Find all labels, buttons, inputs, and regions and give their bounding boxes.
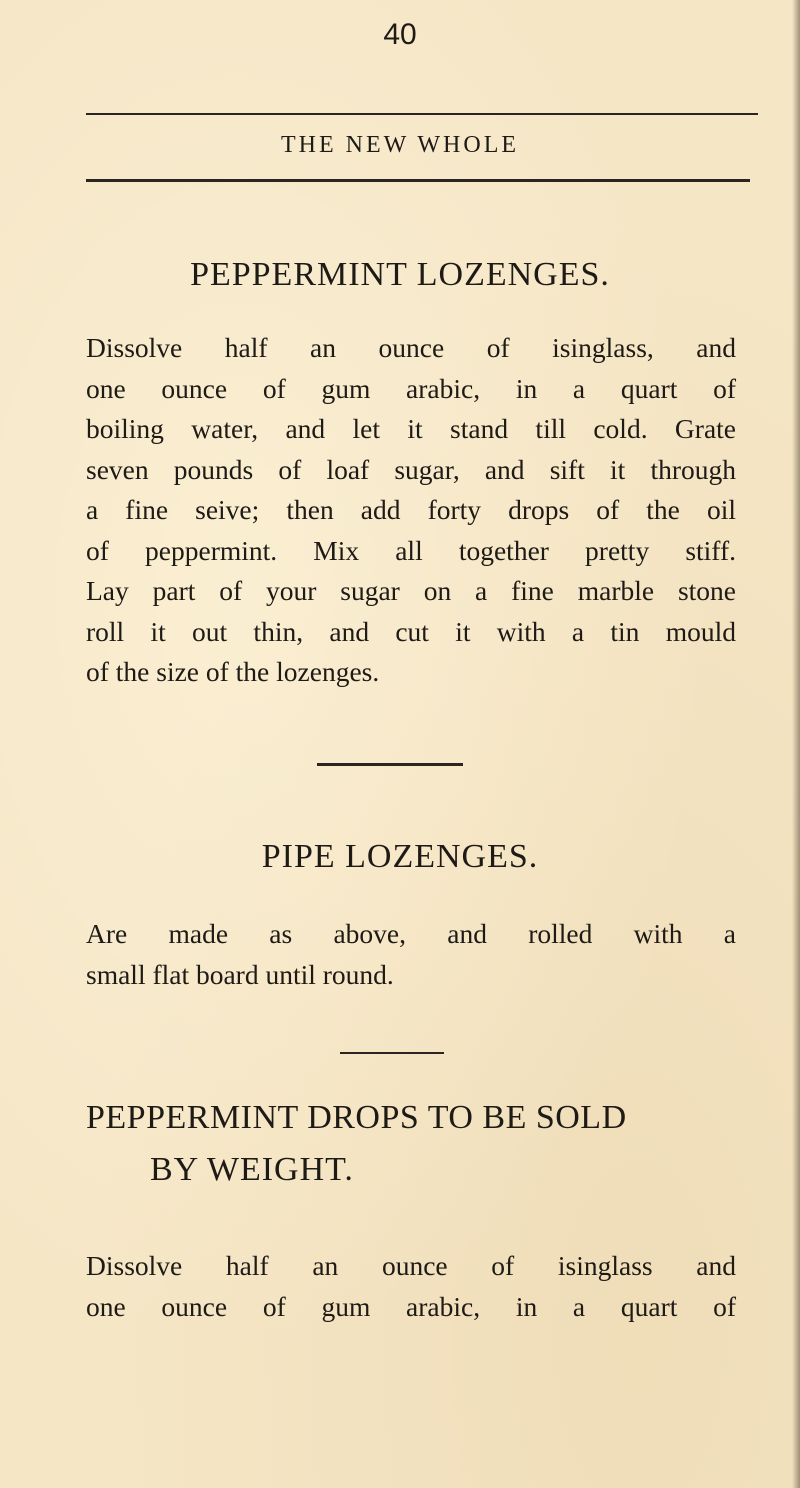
section-body-peppermint-lozenges: [86, 328, 736, 693]
text-line: Dissolve half an ounce of isinglass and: [86, 1250, 736, 1281]
text-line: Dissolve half an ounce of isinglass, and: [86, 332, 736, 363]
header-bottom-rule: [86, 179, 750, 182]
text-line: seven pounds of loaf sugar, and sift it through: [86, 453, 736, 485]
section-divider: [340, 1052, 444, 1054]
section-heading-peppermint-drops: [0, 1096, 800, 1192]
text-line: a fine seive; then add forty drops of the oil: [86, 494, 736, 525]
header-top-rule: [86, 113, 758, 115]
text-line: boiling water, and let it stand till cold. Grate: [86, 413, 736, 444]
text-line: Lay part of your sugar on a fine marble stone: [86, 575, 736, 606]
text-line: of peppermint. Mix all together pretty stiff.: [86, 534, 736, 566]
text-line: one ounce of gum arabic, in a quart of: [86, 372, 736, 404]
heading-line: PEPPERMINT DROPS TO BE SOLD: [86, 1099, 627, 1136]
section-divider: [317, 763, 463, 766]
text-line: small flat board until round.: [86, 958, 394, 990]
section-body-pipe-lozenges: [86, 914, 736, 995]
text-line: one ounce of gum arabic, in a quart of: [86, 1290, 736, 1322]
heading-line: BY WEIGHT.: [150, 1151, 354, 1188]
section-heading-pipe-lozenges: PIPE LOZENGES.: [261, 838, 539, 875]
text-line: roll it out thin, and cut it with a tin mould: [86, 615, 736, 647]
page-number: 40: [383, 18, 417, 51]
text-line: of the size of the lozenges.: [86, 656, 380, 687]
text-line: Are made as above, and rolled with a: [86, 918, 736, 949]
section-heading-peppermint-lozenges: PEPPERMINT LOZENGES.: [190, 256, 610, 293]
section-body-peppermint-drops: [86, 1246, 736, 1327]
running-head: THE NEW WHOLE: [280, 132, 520, 158]
page-edge-shadow: [792, 0, 800, 1488]
